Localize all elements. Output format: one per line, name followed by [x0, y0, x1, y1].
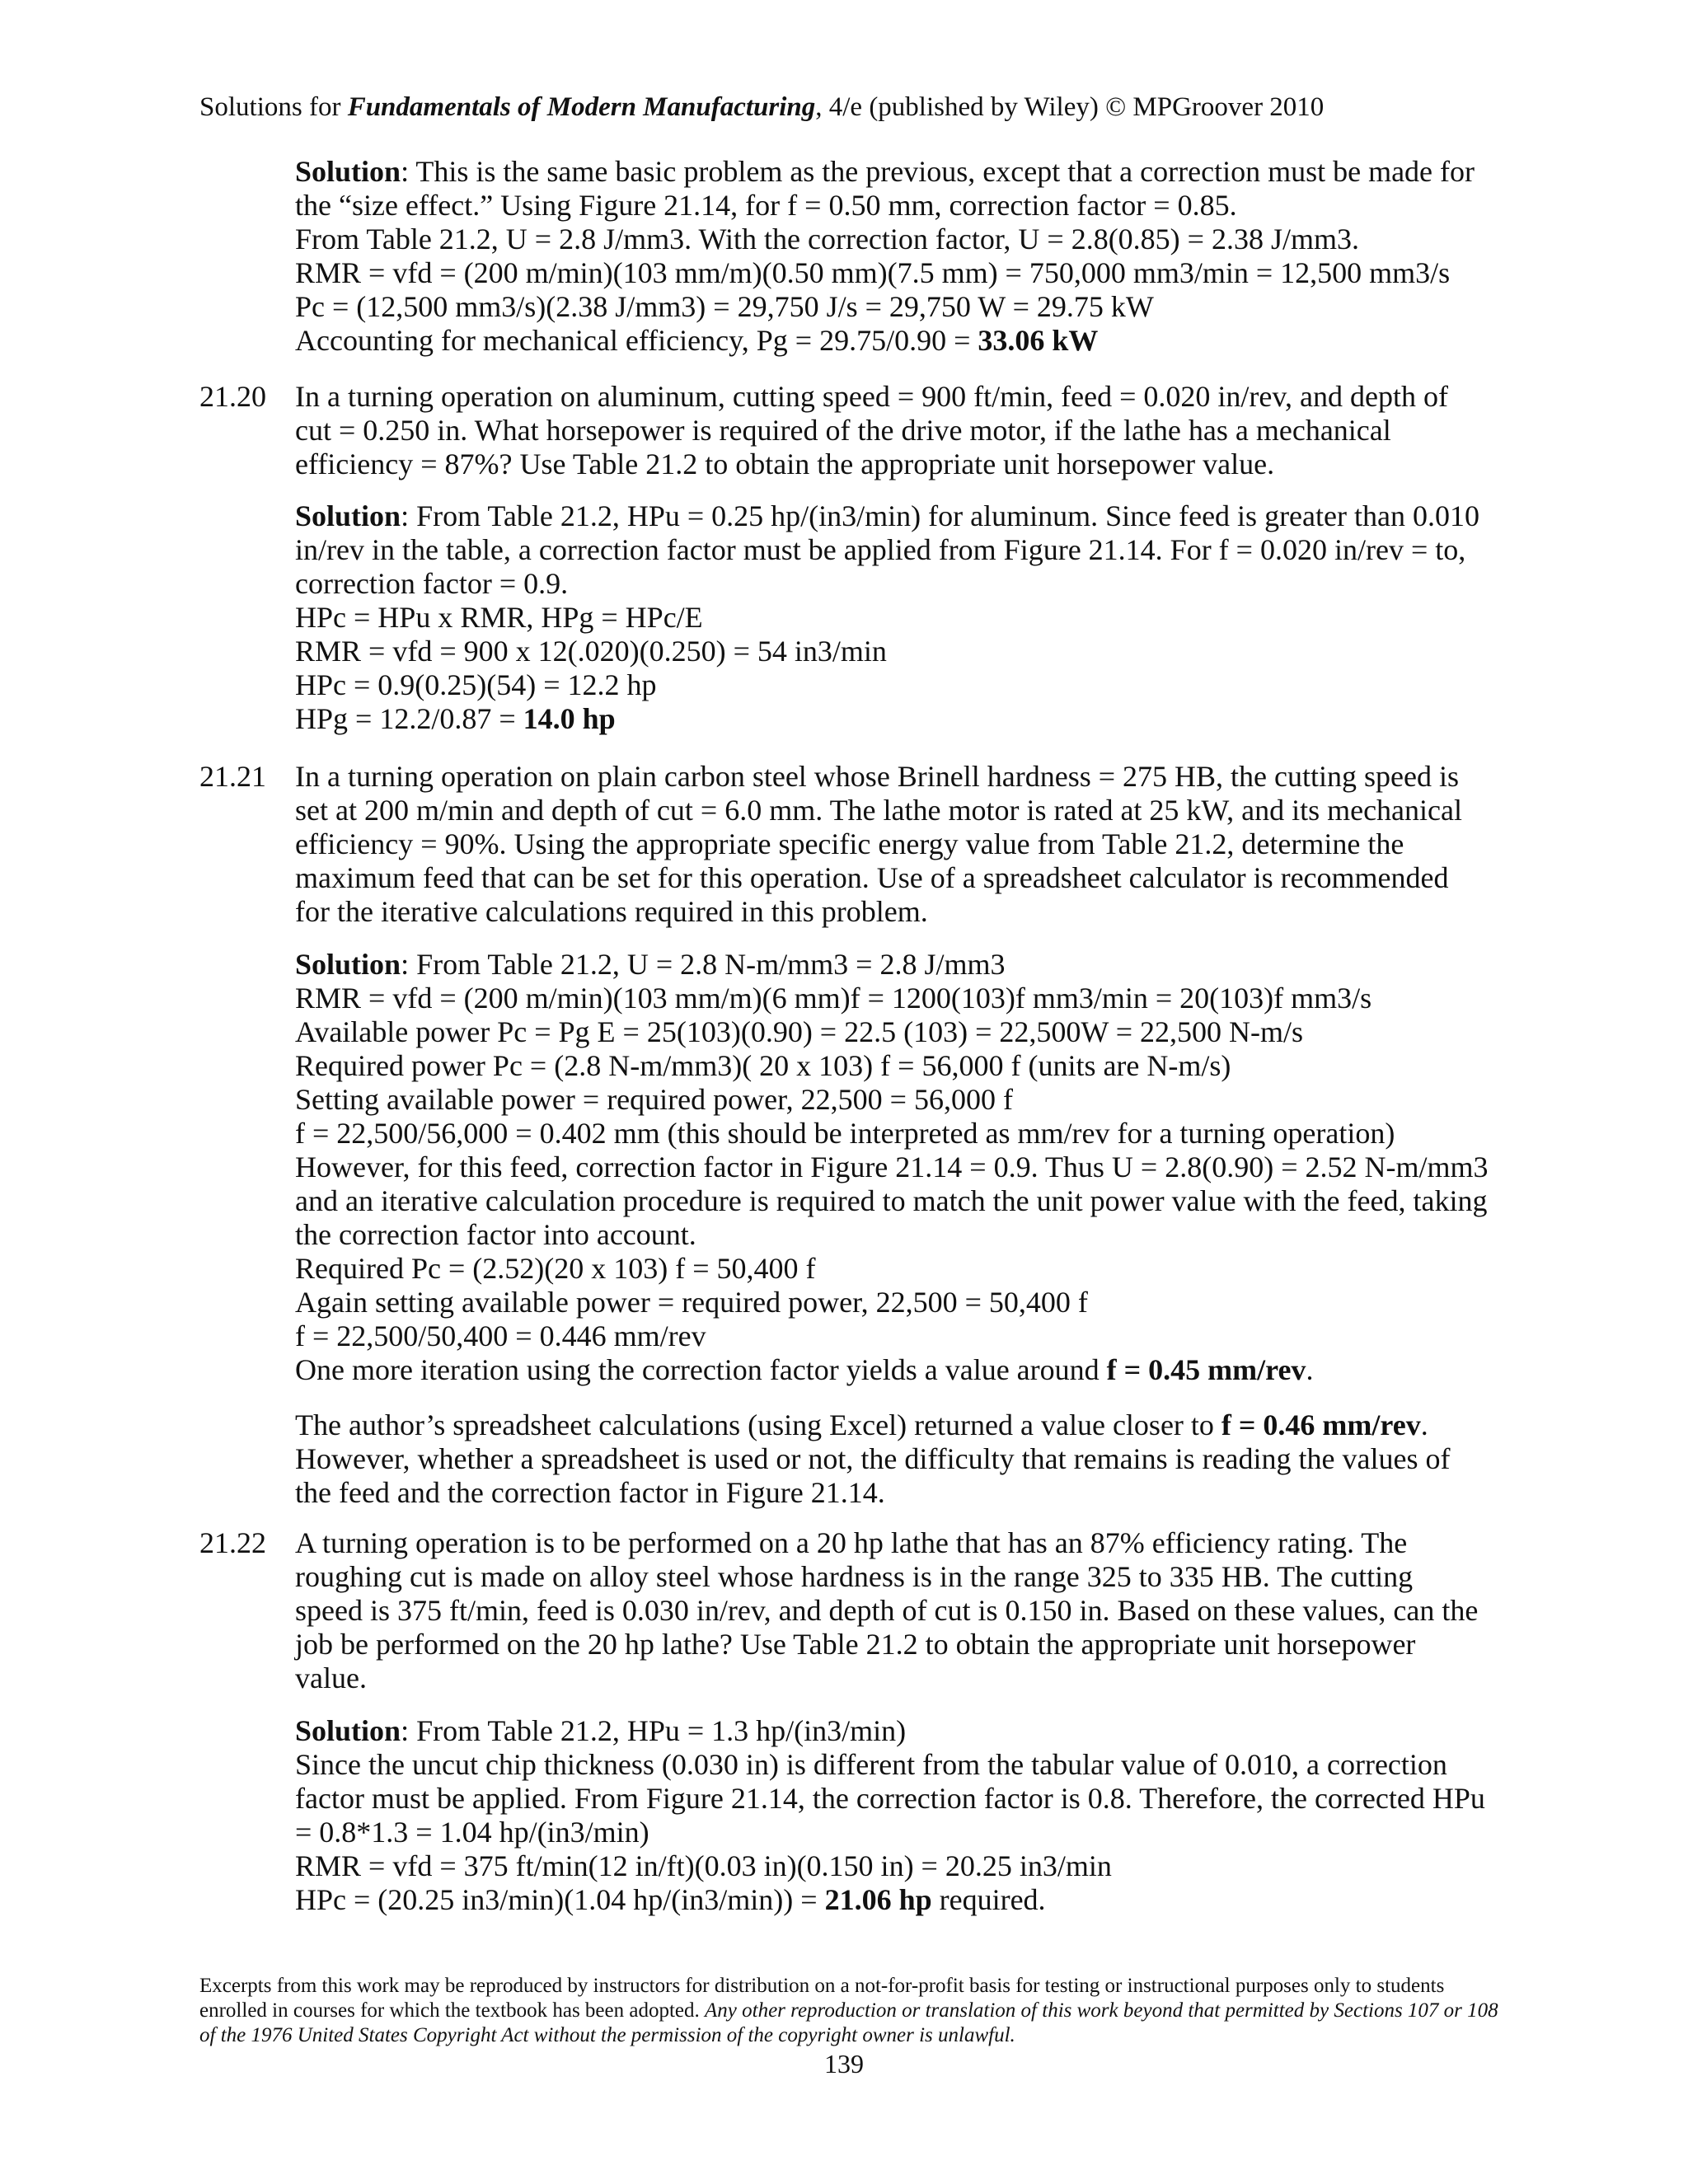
- copyright-footer: Excerpts from this work may be reproduced by instructors for distribution on a not-for-profit basis for testing or instructional purposes only to students enrolled in courses for which the textbook has been adopted. Any other reproduction or translation of this work beyond that permitted by Sections 107 or 108 of the 1976 United States Copyright Act without the permission of the copyright owner is unlawful.: [199, 1975, 1498, 2046]
- problem-21-20: In a turning operation on aluminum, cutting speed = 900 ft/min, feed = 0.020 in/rev, and depth of cut = 0.250 in. What horsepower is required of the drive motor, if the lathe has a mechanical efficiency = 87%? Use Table 21.2 to obtain the appropriate unit horsepower value.: [295, 380, 1448, 480]
- note-21-21: The author’s spreadsheet calculations (using Excel) returned a value closer to f = 0.46 mm/rev. However, whether a spreadsheet is used or not, the difficulty that remains is reading the values of the feed and the correction factor in Figure 21.14.: [295, 1408, 1451, 1509]
- problem-21-22: A turning operation is to be performed on a 20 hp lathe that has an 87% efficiency rating. The roughing cut is made on alloy steel whose hardness is in the range 325 to 335 HB. The cutting speed is 375 ft/min, feed is 0.030 in/rev, and depth of cut is 0.150 in. Based on these values, can the job be performed on the 20 hp lathe? Use Table 21.2 to obtain the appropriate unit horsepower value.: [295, 1526, 1479, 1694]
- page-number: 139: [824, 2049, 864, 2079]
- solution-21-21: Solution: From Table 21.2, U = 2.8 N-m/mm3 = 2.8 J/mm3 RMR = vfd = (200 m/min)(103 mm/m)(6 mm)f = 1200(103)f mm3/min = 20(103)f mm3/s Available power Pc = Pg E = 25(103)(0.90) = 22.5 (103) = 22,500W = 22,500 N-m/s Required power Pc = (2.8 N-m/mm3)( 20 x 103) f = 56,000 f (units are N-m/s) Setting available power = required power, 22,500 = 56,000 f f = 22,500/56,000 = 0.402 mm (this should be interpreted as mm/rev for a turning operation) However, for this feed, correction factor in Figure 21.14 = 0.9. Thus U = 2.8(0.90) = 2.52 N-m/mm3 and an iterative calculation procedure is required to match the unit power value with the feed, taking the correction factor into account. Required Pc = (2.52)(20 x 103) f = 50,400 f Again setting available power = required power, 22,500 = 50,400 f f = 22,500/50,400 = 0.446 mm/rev One more iteration using the correction factor yields a value around f = 0.45 mm/rev.: [295, 948, 1489, 1386]
- problem-number: 21.20: [199, 380, 266, 413]
- problem-number: 21.21: [199, 760, 266, 793]
- problem-21-21: In a turning operation on plain carbon steel whose Brinell hardness = 275 HB, the cutting speed is set at 200 m/min and depth of cut = 6.0 mm. The lathe motor is rated at 25 kW, and its mechanical efficiency = 90%. Using the appropriate specific energy value from Table 21.2, determine the maximum feed that can be set for this operation. Use of a spreadsheet calculator is recommended for the iterative calculations required in this problem.: [295, 760, 1462, 928]
- page-header: Solutions for Fundamentals of Modern Manufacturing, 4/e (published by Wiley) © MPGroover 2010: [199, 92, 1325, 122]
- solution-21-19: Solution: This is the same basic problem as the previous, except that a correction must be made for the “size effect.” Using Figure 21.14, for f = 0.50 mm, correction factor = 0.85. From Table 21.2, U = 2.8 J/mm3. With the correction factor, U = 2.8(0.85) = 2.38 J/mm3. RMR = vfd = (200 m/min)(103 mm/m)(0.50 mm)(7.5 mm) = 750,000 mm3/min = 12,500 mm3/s Pc = (12,500 mm3/s)(2.38 J/mm3) = 29,750 J/s = 29,750 W = 29.75 kW Accounting for mechanical efficiency, Pg = 29.75/0.90 = 33.06 kW: [295, 155, 1475, 357]
- problem-number: 21.22: [199, 1526, 266, 1559]
- solution-21-22: Solution: From Table 21.2, HPu = 1.3 hp/(in3/min) Since the uncut chip thickness (0.030 in) is different from the tabular value of 0.010, a correction factor must be applied. From Figure 21.14, the correction factor is 0.8. Therefore, the corrected HPu = 0.8*1.3 = 1.04 hp/(in3/min) RMR = vfd = 375 ft/min(12 in/ft)(0.03 in)(0.150 in) = 20.25 in3/min HPc = (20.25 in3/min)(1.04 hp/(in3/min)) = 21.06 hp required.: [295, 1714, 1485, 1916]
- solution-21-20: Solution: From Table 21.2, HPu = 0.25 hp/(in3/min) for aluminum. Since feed is greater than 0.010 in/rev in the table, a correction factor must be applied from Figure 21.14. For f = 0.020 in/rev = to, correction factor = 0.9. HPc = HPu x RMR, HPg = HPc/E RMR = vfd = 900 x 12(.020)(0.250) = 54 in3/min HPc = 0.9(0.25)(54) = 12.2 hp HPg = 12.2/0.87 = 14.0 hp: [295, 499, 1479, 735]
